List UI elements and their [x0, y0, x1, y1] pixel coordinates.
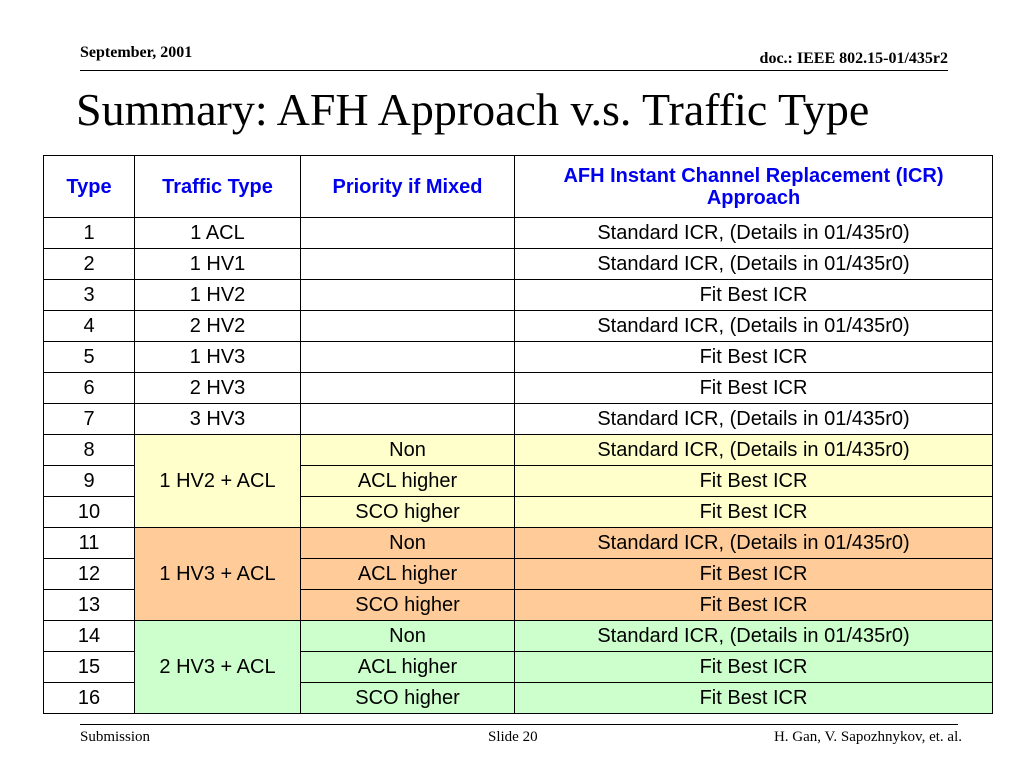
cell-approach: Standard ICR, (Details in 01/435r0) [515, 404, 993, 435]
table-row [44, 373, 993, 404]
cell-traffic-group: 1 HV2 + ACL [135, 435, 301, 528]
cell-approach: Fit Best ICR [515, 280, 993, 311]
cell-priority: Non [301, 621, 515, 652]
cell-priority: ACL higher [301, 466, 515, 497]
cell-approach: Standard ICR, (Details in 01/435r0) [515, 528, 993, 559]
table-row [44, 218, 993, 249]
header-date: September, 2001 [80, 44, 193, 61]
cell-type: 13 [44, 590, 135, 621]
table-header-row [44, 156, 993, 218]
cell-priority: SCO higher [301, 683, 515, 714]
cell-type: 2 [44, 249, 135, 280]
cell-priority: ACL higher [301, 559, 515, 590]
header-afh-approach: AFH Instant Channel Replacement (ICR) Approach [515, 156, 993, 218]
cell-traffic: 2 HV3 [135, 373, 301, 404]
cell-approach: Fit Best ICR [515, 466, 993, 497]
header-divider [80, 70, 948, 71]
cell-priority [301, 311, 515, 342]
table-row [44, 342, 993, 373]
cell-approach: Fit Best ICR [515, 590, 993, 621]
cell-type: 6 [44, 373, 135, 404]
cell-approach: Standard ICR, (Details in 01/435r0) [515, 249, 993, 280]
table-row [44, 249, 993, 280]
cell-type: 9 [44, 466, 135, 497]
header-traffic-type: Traffic Type [135, 156, 301, 218]
cell-approach: Fit Best ICR [515, 652, 993, 683]
cell-traffic: 3 HV3 [135, 404, 301, 435]
cell-type: 10 [44, 497, 135, 528]
footer-authors: H. Gan, V. Sapozhnykov, et. al. [773, 729, 962, 745]
footer-slide-number: Slide 20 [488, 729, 538, 745]
cell-type: 16 [44, 683, 135, 714]
cell-priority: SCO higher [301, 497, 515, 528]
cell-type: 7 [44, 404, 135, 435]
cell-type: 12 [44, 559, 135, 590]
summary-table [43, 155, 993, 714]
cell-approach: Fit Best ICR [515, 497, 993, 528]
cell-priority: Non [301, 528, 515, 559]
cell-type: 4 [44, 311, 135, 342]
cell-traffic: 1 HV2 [135, 280, 301, 311]
cell-priority: Non [301, 435, 515, 466]
cell-type: 8 [44, 435, 135, 466]
cell-approach: Standard ICR, (Details in 01/435r0) [515, 435, 993, 466]
cell-traffic-group: 2 HV3 + ACL [135, 621, 301, 714]
cell-type: 14 [44, 621, 135, 652]
cell-type: 5 [44, 342, 135, 373]
cell-priority [301, 342, 515, 373]
cell-approach: Fit Best ICR [515, 559, 993, 590]
cell-approach: Fit Best ICR [515, 683, 993, 714]
cell-type: 1 [44, 218, 135, 249]
cell-type: 11 [44, 528, 135, 559]
table-row [44, 528, 993, 559]
cell-approach: Fit Best ICR [515, 373, 993, 404]
table-row [44, 621, 993, 652]
cell-traffic: 2 HV2 [135, 311, 301, 342]
cell-approach: Standard ICR, (Details in 01/435r0) [515, 218, 993, 249]
slide-title: Summary: AFH Approach v.s. Traffic Type [76, 84, 870, 135]
cell-approach: Standard ICR, (Details in 01/435r0) [515, 311, 993, 342]
footer-divider [80, 724, 958, 725]
cell-priority [301, 404, 515, 435]
header-type: Type [44, 156, 135, 218]
cell-approach: Fit Best ICR [515, 342, 993, 373]
cell-priority: SCO higher [301, 590, 515, 621]
header-doc-id: doc.: IEEE 802.15-01/435r2 [759, 50, 948, 67]
cell-priority [301, 373, 515, 404]
footer-submission: Submission [80, 729, 151, 745]
cell-priority [301, 249, 515, 280]
cell-priority [301, 218, 515, 249]
cell-traffic: 1 HV3 [135, 342, 301, 373]
table-row [44, 311, 993, 342]
table-row [44, 435, 993, 466]
cell-type: 3 [44, 280, 135, 311]
cell-priority [301, 280, 515, 311]
header-priority: Priority if Mixed [301, 156, 515, 218]
cell-traffic: 1 HV1 [135, 249, 301, 280]
table-row [44, 280, 993, 311]
table-row [44, 404, 993, 435]
cell-traffic-group: 1 HV3 + ACL [135, 528, 301, 621]
cell-priority: ACL higher [301, 652, 515, 683]
cell-traffic: 1 ACL [135, 218, 301, 249]
cell-approach: Standard ICR, (Details in 01/435r0) [515, 621, 993, 652]
cell-type: 15 [44, 652, 135, 683]
